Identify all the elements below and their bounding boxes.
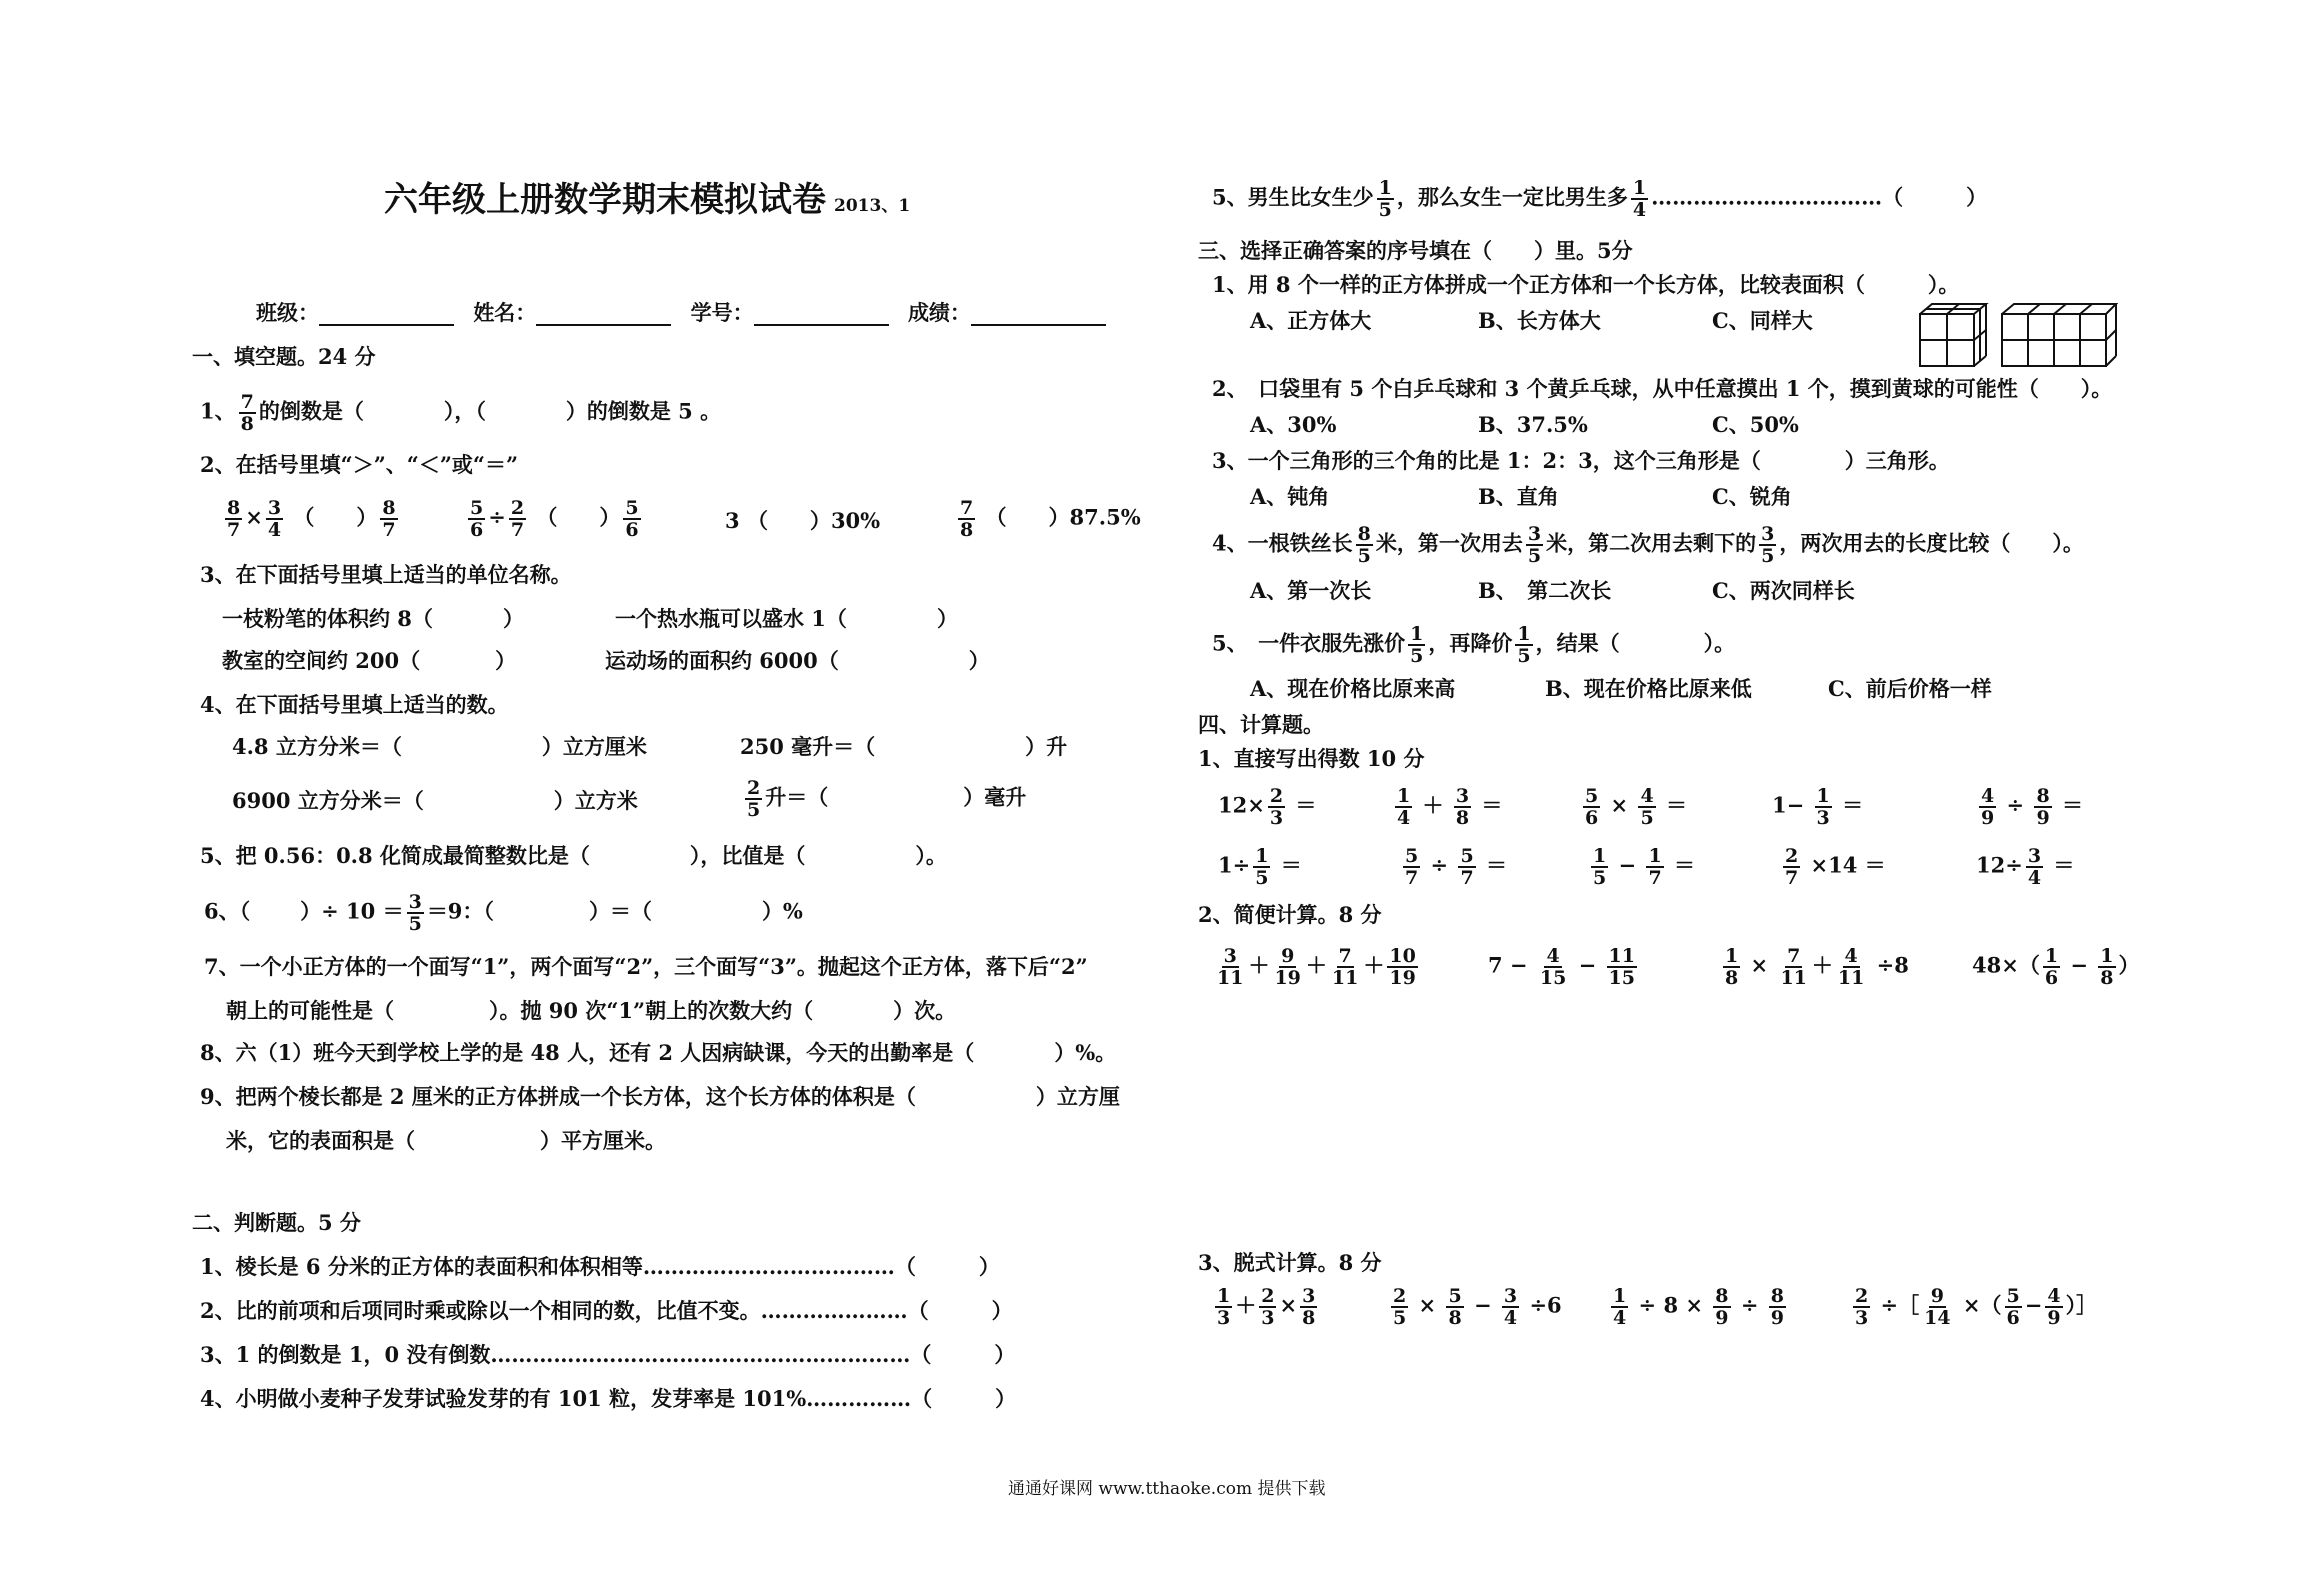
q1-4-a: 4.8 立方分米＝（ ）立方厘米 (232, 734, 647, 759)
student-info-row: 班级： 姓名： 学号： 成绩： (256, 300, 1106, 326)
choice-q2-opt-a: A、30% (1250, 412, 1337, 437)
section-judge-heading: 二、判断题。5 分 (192, 1210, 361, 1235)
calc-item: 1− $\frac{1}{3}$ ＝ (1772, 785, 1864, 829)
calc-q2-heading: 2、简便计算。8 分 (1198, 902, 1382, 927)
q1-2-expr2: $\frac{5}{6}$ ÷ $\frac{2}{7}$ （ ） $\frac{5}{6}$ (470, 497, 639, 541)
choice-q3: 3、一个三角形的三个角的比是 1：2：3，这个三角形是（ ）三角形。 (1212, 448, 1950, 473)
choice-q5-opt-a: A、现在价格比原来高 (1250, 676, 1456, 701)
choice-q5-opt-b: B、现在价格比原来低 (1545, 676, 1752, 701)
calc-item: 12× $\frac{2}{3}$ ＝ (1218, 785, 1317, 829)
q1-2-expr1: $\frac{8}{7}$ × $\frac{3}{4}$ （ ） $\frac{8}{7}$ (227, 497, 396, 541)
choice-q2-opt-b: B、37.5% (1478, 412, 1588, 437)
choice-q4-opt-a: A、第一次长 (1250, 578, 1372, 603)
q1-2-expr4: $\frac{7}{8}$ （ ）87.5% (960, 497, 1141, 541)
calc-item: $\frac{5}{6}$ × $\frac{4}{5}$ ＝ (1585, 785, 1687, 829)
choice-q1-opt-c: C、同样大 (1712, 308, 1813, 333)
q1-3-c: 教室的空间约 200（ ） (222, 648, 517, 673)
q1-3-b: 一个热水瓶可以盛水 1（ ） (615, 606, 958, 631)
q1-7-line2: 朝上的可能性是（ ）。抛 90 次“1”朝上的次数大约（ ）次。 (226, 998, 957, 1023)
judge-item-3: 3、1 的倒数是 1，0 没有倒数……………………………………………………（ ） (200, 1342, 1016, 1367)
q1-4-c: 6900 立方分米＝（ ）立方米 (232, 788, 638, 813)
q1-2-expr3: 3 （ ）30% (725, 508, 881, 533)
choice-q1: 1、用 8 个一样的正方体拼成一个正方体和一个长方体，比较表面积（ ）。 (1212, 272, 1960, 297)
q1-4-d: $\frac{2}{5}$ 升＝（ ）毫升 (747, 777, 1027, 821)
calc-item: $\frac{5}{7}$ ÷ $\frac{5}{7}$ ＝ (1405, 845, 1507, 889)
calc-q1-heading: 1、直接写出得数 10 分 (1198, 746, 1425, 771)
section-calc-heading: 四、计算题。 (1198, 712, 1324, 737)
choice-q1-opt-b: B、长方体大 (1478, 308, 1601, 333)
q1-5: 5、把 0.56：0.8 化简成最简整数比是（ ），比值是（ ）。 (200, 843, 947, 868)
calc-item: $\frac{2}{7}$ ×14 ＝ (1785, 845, 1886, 889)
choice-q5-opt-c: C、前后价格一样 (1828, 676, 1992, 701)
q1-4: 4、在下面括号里填上适当的数。 (200, 692, 509, 717)
calc-item: 1÷ $\frac{1}{5}$ ＝ (1218, 845, 1302, 889)
judge-item-4: 4、小明做小麦种子发芽试验发芽的有 101 粒，发芽率是 101%……………（ ） (200, 1386, 1017, 1411)
calc-item: $\frac{3}{11}$ ＋ $\frac{9}{19}$ ＋ $\frac{7}{11}$ ＋ $\frac{10}{19}$ (1217, 945, 1416, 989)
q1-3-a: 一枝粉笔的体积约 8（ ） (222, 606, 524, 631)
q1-7-line1: 7、一个小正方体的一个面写“1”，两个面写“2”，三个面写“3”。抛起这个正方体，落下后“2” (204, 954, 1088, 979)
cube-diagram-icon (1918, 300, 2118, 370)
q1-4-b: 250 毫升＝（ ）升 (740, 734, 1068, 759)
calc-item: 48×（ $\frac{1}{6}$ − $\frac{1}{8}$ ） (1972, 945, 2140, 989)
calc-item: $\frac{2}{3}$ ÷［ $\frac{9}{14}$ ×（ $\frac{5}{6}$ − $\frac{4}{9}$ ）］ (1855, 1285, 2098, 1329)
calc-item: $\frac{1}{4}$ ＋ $\frac{3}{8}$ ＝ (1397, 785, 1503, 829)
choice-q4-opt-b: B、 第二次长 (1478, 578, 1612, 603)
calc-item: 12÷ $\frac{3}{4}$ ＝ (1976, 845, 2075, 889)
calc-item: $\frac{1}{4}$ ÷ 8 × $\frac{8}{9}$ ÷ $\frac{8}{9}$ (1613, 1285, 1784, 1329)
judge-item-5: 5、男生比女生少 $\frac{1}{5}$ ，那么女生一定比男生多 $\frac{1}{4}$ ……………………………（ ） (1212, 177, 1988, 221)
choice-q2: 2、 口袋里有 5 个白乒乓球和 3 个黄乒乓球，从中任意摸出 1 个，摸到黄球的可能性（ ）。 (1212, 376, 2113, 401)
section-fill-blank-heading: 一、填空题。24 分 (192, 344, 376, 369)
choice-q5: 5、 一件衣服先涨价 $\frac{1}{5}$ ，再降价 $\frac{1}{5}$ ，结果（ ）。 (1212, 623, 1736, 667)
choice-q3-opt-b: B、直角 (1478, 484, 1559, 509)
calc-item: 7 − $\frac{4}{15}$ − $\frac{11}{15}$ (1488, 945, 1635, 989)
q1-3: 3、在下面括号里填上适当的单位名称。 (200, 562, 572, 587)
choice-q3-opt-c: C、锐角 (1712, 484, 1792, 509)
choice-q4: 4、一根铁丝长 $\frac{8}{5}$ 米，第一次用去 $\frac{3}{5}$ 米，第二次用去剩下的 $\frac{3}{5}$ ，两次用去的长度比较（ ）。 (1212, 523, 2084, 567)
calc-q3-heading: 3、脱式计算。8 分 (1198, 1250, 1382, 1275)
calc-item: $\frac{1}{3}$ ＋ $\frac{2}{3}$ × $\frac{3}{8}$ (1217, 1285, 1316, 1329)
q1-9-line1: 9、把两个棱长都是 2 厘米的正方体拼成一个长方体，这个长方体的体积是（ ）立方厘 (200, 1084, 1120, 1109)
section-choice-heading: 三、选择正确答案的序号填在（ ）里。5分 (1198, 238, 1633, 263)
q1-9-line2: 米，它的表面积是（ ）平方厘米。 (226, 1128, 666, 1153)
choice-q3-opt-a: A、钝角 (1250, 484, 1330, 509)
q1-1: 1、 $\frac{7}{8}$ 的倒数是（ ），（ ）的倒数是 5 。 (200, 391, 722, 435)
footer-source: 通通好课网 www.tthaoke.com 提供下载 (1008, 1479, 1326, 1499)
q1-2: 2、在括号里填“＞”、“＜”或“＝” (200, 452, 519, 477)
q1-3-d: 运动场的面积约 6000（ ） (605, 648, 990, 673)
q1-8: 8、六（1）班今天到学校上学的是 48 人，还有 2 人因病缺课，今天的出勤率是（ ）%。 (200, 1040, 1117, 1065)
judge-item-1: 1、棱长是 6 分米的正方体的表面积和体积相等………………………………（ ） (200, 1254, 1000, 1279)
choice-q2-opt-c: C、50% (1712, 412, 1799, 437)
judge-item-2: 2、比的前项和后项同时乘或除以一个相同的数，比值不变。…………………（ ） (200, 1298, 1013, 1323)
calc-item: $\frac{2}{5}$ × $\frac{5}{8}$ − $\frac{3}{4}$ ÷6 (1393, 1285, 1562, 1329)
choice-q4-opt-c: C、两次同样长 (1712, 578, 1855, 603)
choice-q1-opt-a: A、正方体大 (1250, 308, 1372, 333)
calc-item: $\frac{1}{8}$ × $\frac{7}{11}$ ＋ $\frac{4}{11}$ ÷8 (1725, 945, 1909, 989)
page-title: 六年级上册数学期末模拟试卷 2013、1 (384, 180, 911, 220)
calc-item: $\frac{4}{9}$ ÷ $\frac{8}{9}$ ＝ (1981, 785, 2083, 829)
q1-6: 6、（ ）÷ 10 ＝ $\frac{3}{5}$ ＝9：（ ）＝（ ）% (204, 891, 803, 935)
calc-item: $\frac{1}{5}$ − $\frac{1}{7}$ ＝ (1593, 845, 1695, 889)
